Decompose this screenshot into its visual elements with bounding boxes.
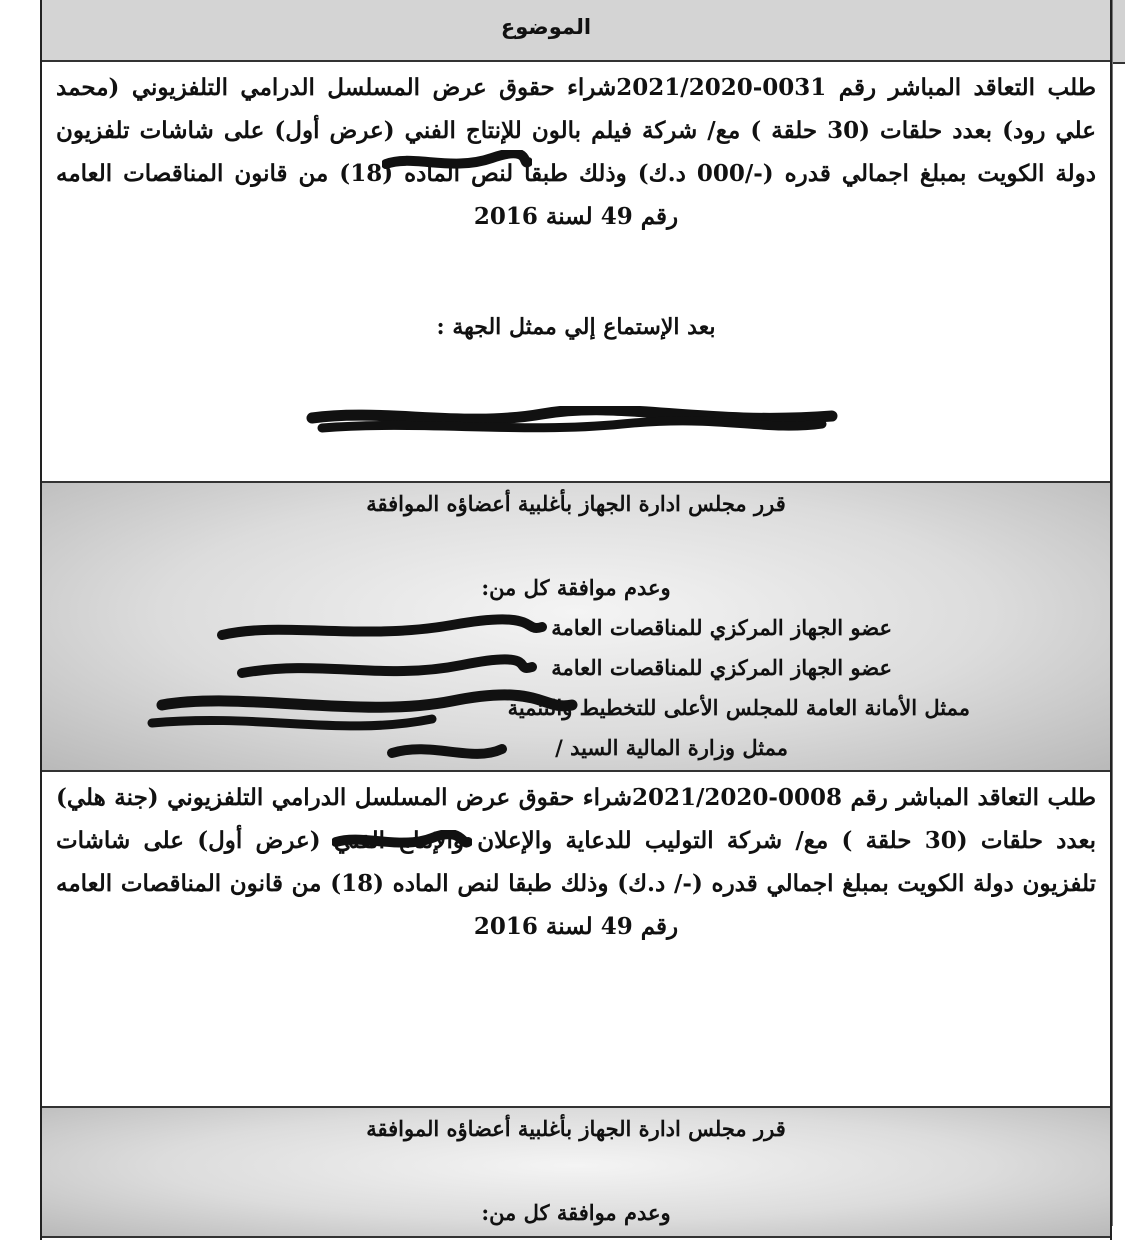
decision-row-1 [42,483,1110,772]
request-row-1 [42,62,1110,483]
decision-text-2: قرر مجلس ادارة الجهاز بأغلبية أعضاؤه الموافقة [366,1116,786,1141]
decision-text-1: قرر مجلس ادارة الجهاز بأغلبية أعضاؤه الموافقة [366,491,786,516]
against-label-2: وعدم موافقة كل من: [481,1200,671,1225]
member-line: عضو الجهاز المركزي للمناقصات العامة [551,655,892,680]
member-line: ممثل وزارة المالية السيد / [555,735,788,760]
header-title: الموضوع [500,15,592,39]
hearing-line: بعد الإستماع إلي ممثل الجهة : [436,314,716,340]
minutes-table [40,0,1112,1240]
decision-row-2 [42,1108,1110,1238]
request-text-1: طلب التعاقد المباشر رقم 0031-2021/2020شراء حقوق عرض المسلسل الدرامي التلفزيوني (محمد علي رود) بعدد حلقات (30 حلقة ) مع/ شركة فيلم بالون للإنتاج الفني (عرض أول) على شاشات تلفزيون دولة الكويت بمبلغ اجمالي قدره (-/000 د.ك) وذلك طبقا لنص الماده (18) من قانون المناقصات العامه رقم 49 لسنة 2016 [56,74,1097,230]
request-text-2: طلب التعاقد المباشر رقم 0008-2021/2020شراء حقوق عرض المسلسل الدرامي التلفزيوني (جنة هلي) بعدد حلقات (30 حلقة ) مع/ شركة التوليب للدعاية والإعلان والإنتاج الفني (عرض أول) على شاشات تلفزيون دولة الكويت بمبلغ اجمالي قدره (-/ د.ك) وذلك طبقا لنص الماده (18) من قانون المناقصات العامه رقم 49 لسنة 2016 [56,784,1097,940]
redaction-scribble [302,406,842,436]
against-label-1: وعدم موافقة كل من: [481,575,671,600]
table-header [42,0,1110,62]
request-row-2 [42,772,1110,1108]
member-line: ممثل الأمانة العامة للمجلس الأعلى للتخطيط والتنمية [507,695,970,720]
member-line: عضو الجهاز المركزي للمناقصات العامة [551,615,892,640]
adjacent-column [1112,0,1125,1226]
